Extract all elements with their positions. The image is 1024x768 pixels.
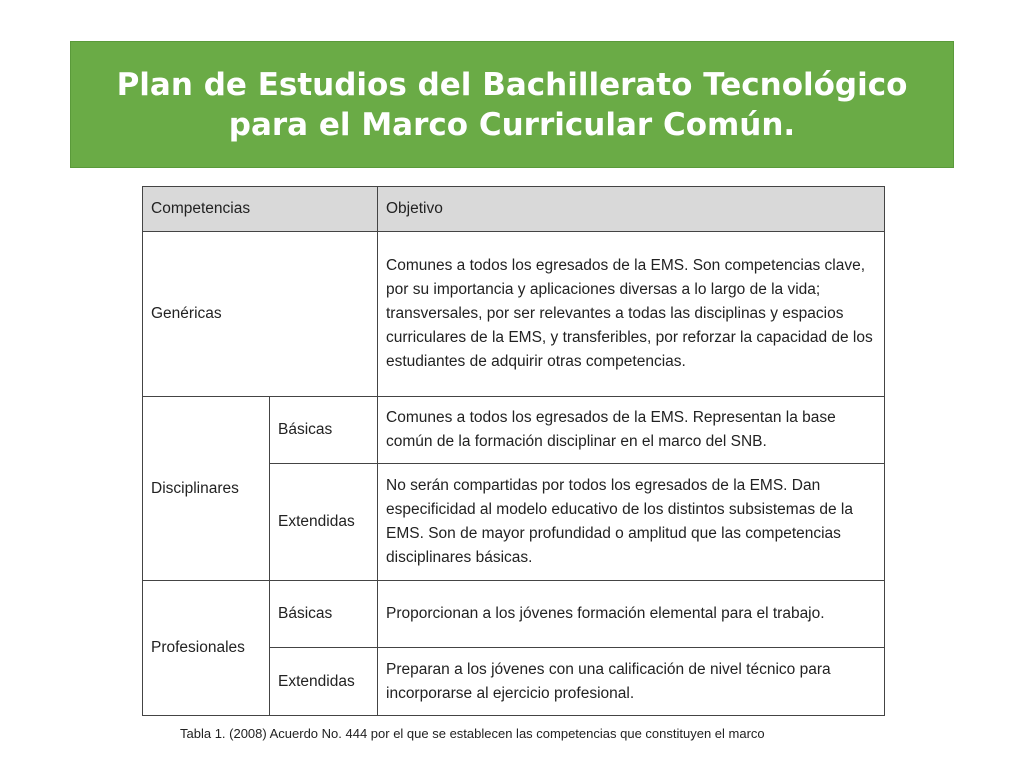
slide-title-line-1: Plan de Estudios del Bachillerato Tecnológico	[116, 66, 908, 103]
sub-label-disciplinares-extendidas: Extendidas	[270, 464, 378, 581]
objetivo-genericas: Comunes a todos los egresados de la EMS. Son competencias clave, por su importancia y aplicaciones diversas a lo largo de la vida; transversales, por ser relevantes a todas las disciplinas y espacios curriculares de la EMS, y transferibles, por reforzar la capacidad de los estudiantes de adquirir otras competencias.	[378, 232, 885, 397]
table-caption: Tabla 1. (2008) Acuerdo No. 444 por el que se establecen las competencias que constituyen el marco	[180, 726, 765, 741]
row-label-disciplinares: Disciplinares	[143, 397, 270, 581]
sub-label-profesionales-basicas: Básicas	[270, 581, 378, 648]
sub-label-profesionales-extendidas: Extendidas	[270, 648, 378, 716]
objetivo-profesionales-basicas: Proporcionan a los jóvenes formación elemental para el trabajo.	[378, 581, 885, 648]
table-row-genericas	[143, 232, 885, 397]
header-competencias: Competencias	[143, 187, 378, 232]
objetivo-disciplinares-extendidas: No serán compartidas por todos los egresados de la EMS. Dan especificidad al modelo educativo de los distintos subsistemas de la EMS. Son de mayor profundidad o amplitud que las competencias disciplinares básicas.	[378, 464, 885, 581]
table-row-disciplinares-basicas	[143, 397, 885, 464]
sub-label-disciplinares-basicas: Básicas	[270, 397, 378, 464]
objetivo-profesionales-extendidas: Preparan a los jóvenes con una calificación de nivel técnico para incorporarse al ejercicio profesional.	[378, 648, 885, 716]
competencias-table	[142, 186, 885, 716]
objetivo-disciplinares-basicas: Comunes a todos los egresados de la EMS. Representan la base común de la formación disciplinar en el marco del SNB.	[378, 397, 885, 464]
title-banner	[70, 41, 954, 168]
row-label-profesionales: Profesionales	[143, 581, 270, 716]
table-header-row	[143, 187, 885, 232]
header-objetivo: Objetivo	[378, 187, 885, 232]
table-row-profesionales-basicas	[143, 581, 885, 648]
row-label-genericas: Genéricas	[143, 232, 378, 397]
slide-title-line-2: para el Marco Curricular Común.	[228, 106, 796, 143]
